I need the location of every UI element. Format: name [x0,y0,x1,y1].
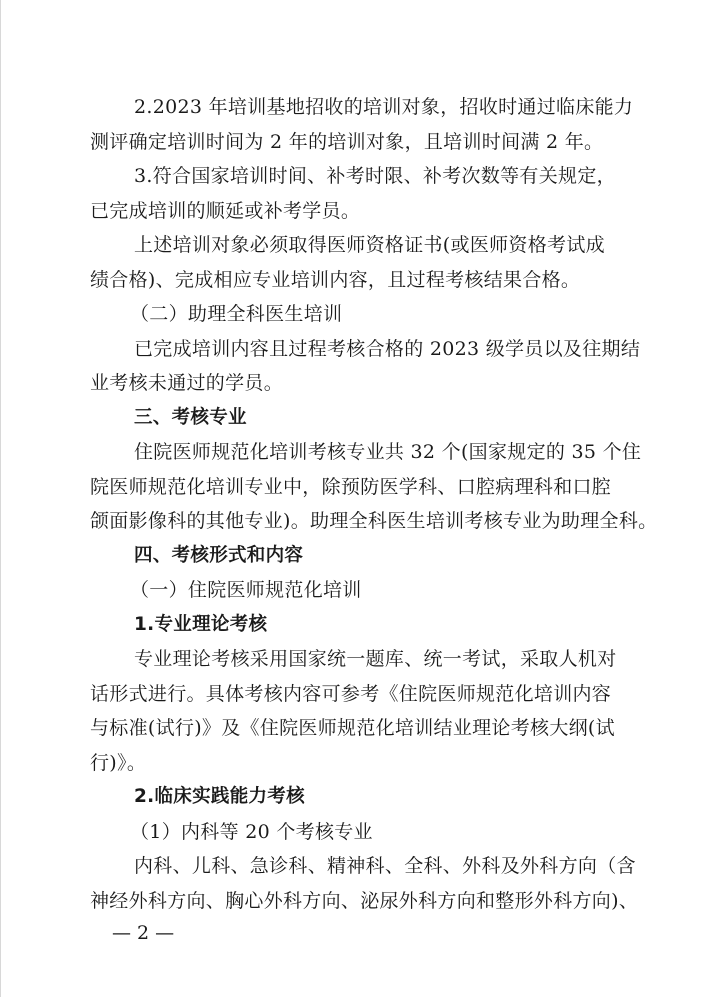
text-line: 行)》。 [90,751,147,774]
text-line: 上述培训对象必须取得医师资格证书(或医师资格考试成 [134,234,605,256]
text-line: 院医师规范化培训专业中，除预防医学科、口腔病理科和口腔 [90,475,612,498]
text-line: 三、考核专业 [134,406,247,428]
heading-exam-form-content [90,539,625,574]
text-line: 1.专业理论考核 [134,613,268,635]
subheading-internal-medicine-20 [90,815,625,850]
page-left-edge [0,0,1,997]
text-line: 颌面影像科的其他专业)。助理全科医生培训考核专业为助理全科。 [90,510,658,532]
paragraph-specialty-list [90,849,639,918]
page-number: — 2 — [112,922,175,944]
text-line: 话形式进行。具体考核内容可参考《住院医师规范化培训内容 [90,682,612,705]
text-line: 专业理论考核采用国家统一题库、统一考试，采取人机对 [134,648,617,670]
subheading-resident-training [90,573,625,608]
text-line: （1）内科等 20 个考核专业 [130,820,373,843]
text-line: 四、考核形式和内容 [134,544,304,566]
paragraph-assistant-gp-eligibility [90,332,641,401]
paragraph-eligibility-3 [90,159,625,228]
heading-theory-exam [90,608,625,643]
text-line: 住院医师规范化培训考核专业共 32 个(国家规定的 35 个住 [134,441,642,463]
document-body [90,90,658,918]
text-line: 神经外科方向、胸心外科方向、泌尿外科方向和整形外科方向)、 [90,889,639,912]
paragraph-exam-specialties [90,435,658,539]
heading-clinical-practice-exam [90,780,625,815]
text-line: 测评确定培训时间为 2 年的培训对象，且培训时间满 2 年。 [90,130,604,153]
subheading-assistant-gp-training [90,297,625,332]
heading-exam-specialties [90,401,625,436]
text-line: 业考核未通过的学员。 [90,372,284,394]
text-line: 绩合格)、完成相应专业培训内容，且过程考核结果合格。 [90,268,581,291]
text-line: 内科、儿科、急诊科、精神科、全科、外科及外科方向（含 [134,855,636,877]
text-line: 3.符合国家培训时间、补考时限、补考次数等有关规定， [134,165,616,187]
text-line: 2.2023 年培训基地招收的培训对象，招收时通过临床能力 [134,96,634,118]
text-line: （二）助理全科医生培训 [130,303,343,325]
text-line: 已完成培训的顺延或补考学员。 [90,199,361,222]
text-line: 2.临床实践能力考核 [134,786,305,807]
text-line: 已完成培训内容且过程考核合格的 2023 级学员以及往期结 [134,337,641,360]
text-line: （一）住院医师规范化培训 [130,579,362,601]
text-line: 与标准(试行)》及《住院医师规范化培训结业理论考核大纲(试 [90,717,615,739]
paragraph-eligibility-2 [90,90,634,159]
paragraph-theory-exam [90,642,625,780]
paragraph-eligibility-summary [90,228,625,297]
